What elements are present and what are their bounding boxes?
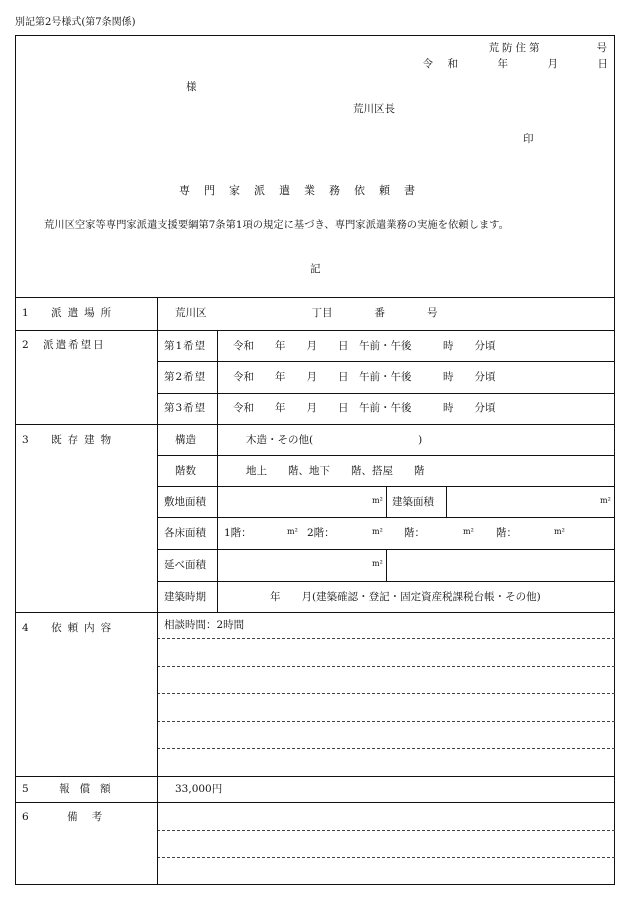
- writing-line: [157, 857, 615, 858]
- seal-mark: 印: [523, 133, 534, 145]
- build-period-field[interactable]: 年 月(建築確認・登記・固定資産税課税台帳・その他): [270, 591, 541, 603]
- column-divider: [217, 330, 218, 424]
- section-6-label: 6 備考: [22, 811, 117, 823]
- building-area-unit[interactable]: m²: [600, 496, 611, 505]
- column-divider: [217, 424, 218, 612]
- floor-2-unit[interactable]: m²: [372, 527, 383, 536]
- row-divider: [15, 330, 615, 331]
- section-3-label: 3 既存建物: [22, 434, 118, 446]
- preference-2-datetime[interactable]: 令和 年 月 日 午前・午後 時 分頃: [233, 371, 496, 383]
- section-1-label: 1 派遣場所: [22, 307, 118, 319]
- floor-1-label: 1階：: [224, 527, 252, 539]
- site-area-label: 敷地面積: [164, 496, 206, 508]
- writing-line: [157, 666, 615, 667]
- row-divider: [15, 802, 615, 803]
- column-divider: [386, 486, 387, 517]
- writing-line: [157, 721, 615, 722]
- column-divider: [446, 486, 447, 517]
- build-period-label: 建築時期: [164, 591, 206, 603]
- floor-4-label: 階：: [496, 527, 517, 539]
- row-divider: [157, 393, 615, 394]
- addressee-suffix: 様: [186, 81, 197, 93]
- column-divider: [157, 297, 158, 885]
- total-area-unit[interactable]: m²: [372, 559, 383, 568]
- site-area-unit[interactable]: m²: [372, 496, 383, 505]
- preference-3-label: 第3希望: [164, 402, 207, 414]
- preference-1-label: 第1希望: [164, 340, 207, 352]
- form-reference: 別記第2号様式(第7条関係): [15, 17, 136, 28]
- floor-3-unit[interactable]: m²: [463, 527, 474, 536]
- issuer-name: 荒川区長: [353, 103, 395, 115]
- dispatch-location-field[interactable]: 荒川区 丁目 番 号: [175, 307, 438, 319]
- preference-3-datetime[interactable]: 令和 年 月 日 午前・午後 時 分頃: [233, 402, 496, 414]
- floor-2-label: 2階：: [307, 527, 335, 539]
- fee-amount: 33,000円: [175, 783, 223, 795]
- section-4-label: 4 依頼内容: [22, 622, 118, 634]
- row-divider: [157, 517, 615, 518]
- section-2-label: 2 派遣希望日: [22, 339, 106, 351]
- structure-field[interactable]: 木造・その他( ): [246, 434, 423, 446]
- floors-label: 階数: [175, 465, 196, 477]
- preference-2-label: 第2希望: [164, 371, 207, 383]
- total-area-label: 延べ面積: [164, 559, 206, 571]
- row-divider: [157, 455, 615, 456]
- row-divider: [15, 424, 615, 425]
- column-divider: [386, 549, 387, 581]
- document-title: 専門家派遣業務依頼書: [179, 184, 429, 197]
- row-divider: [157, 581, 615, 582]
- header-divider: [15, 297, 615, 298]
- document-number[interactable]: 荒防住第 号: [488, 42, 610, 54]
- preference-1-datetime[interactable]: 令和 年 月 日 午前・午後 時 分頃: [233, 340, 496, 352]
- writing-line: [157, 693, 615, 694]
- writing-line: [157, 830, 615, 831]
- intro-text: 荒川区空家等専門家派遣支援要綱第7条第1項の規定に基づき、専門家派遣業務の実施を依頼します。: [44, 219, 509, 231]
- floors-field[interactable]: 地上 階、地下 階、搭屋 階: [246, 465, 425, 477]
- consultation-time[interactable]: 相談時間：2時間: [164, 619, 245, 631]
- floor-4-unit[interactable]: m²: [554, 527, 565, 536]
- floor-3-label: 階：: [404, 527, 425, 539]
- form-frame: [15, 35, 615, 885]
- issue-date[interactable]: 令 和 年 月 日: [422, 58, 610, 70]
- building-area-label: 建築面積: [392, 496, 434, 508]
- section-5-label: 5 報償額: [22, 783, 121, 795]
- writing-line: [157, 748, 615, 749]
- structure-label: 構造: [175, 434, 196, 446]
- ki-label: 記: [310, 263, 321, 275]
- row-divider: [15, 776, 615, 777]
- floor-1-unit[interactable]: m²: [287, 527, 298, 536]
- row-divider: [157, 361, 615, 362]
- writing-line: [157, 638, 615, 639]
- row-divider: [15, 612, 615, 613]
- floor-area-label: 各床面積: [164, 527, 206, 539]
